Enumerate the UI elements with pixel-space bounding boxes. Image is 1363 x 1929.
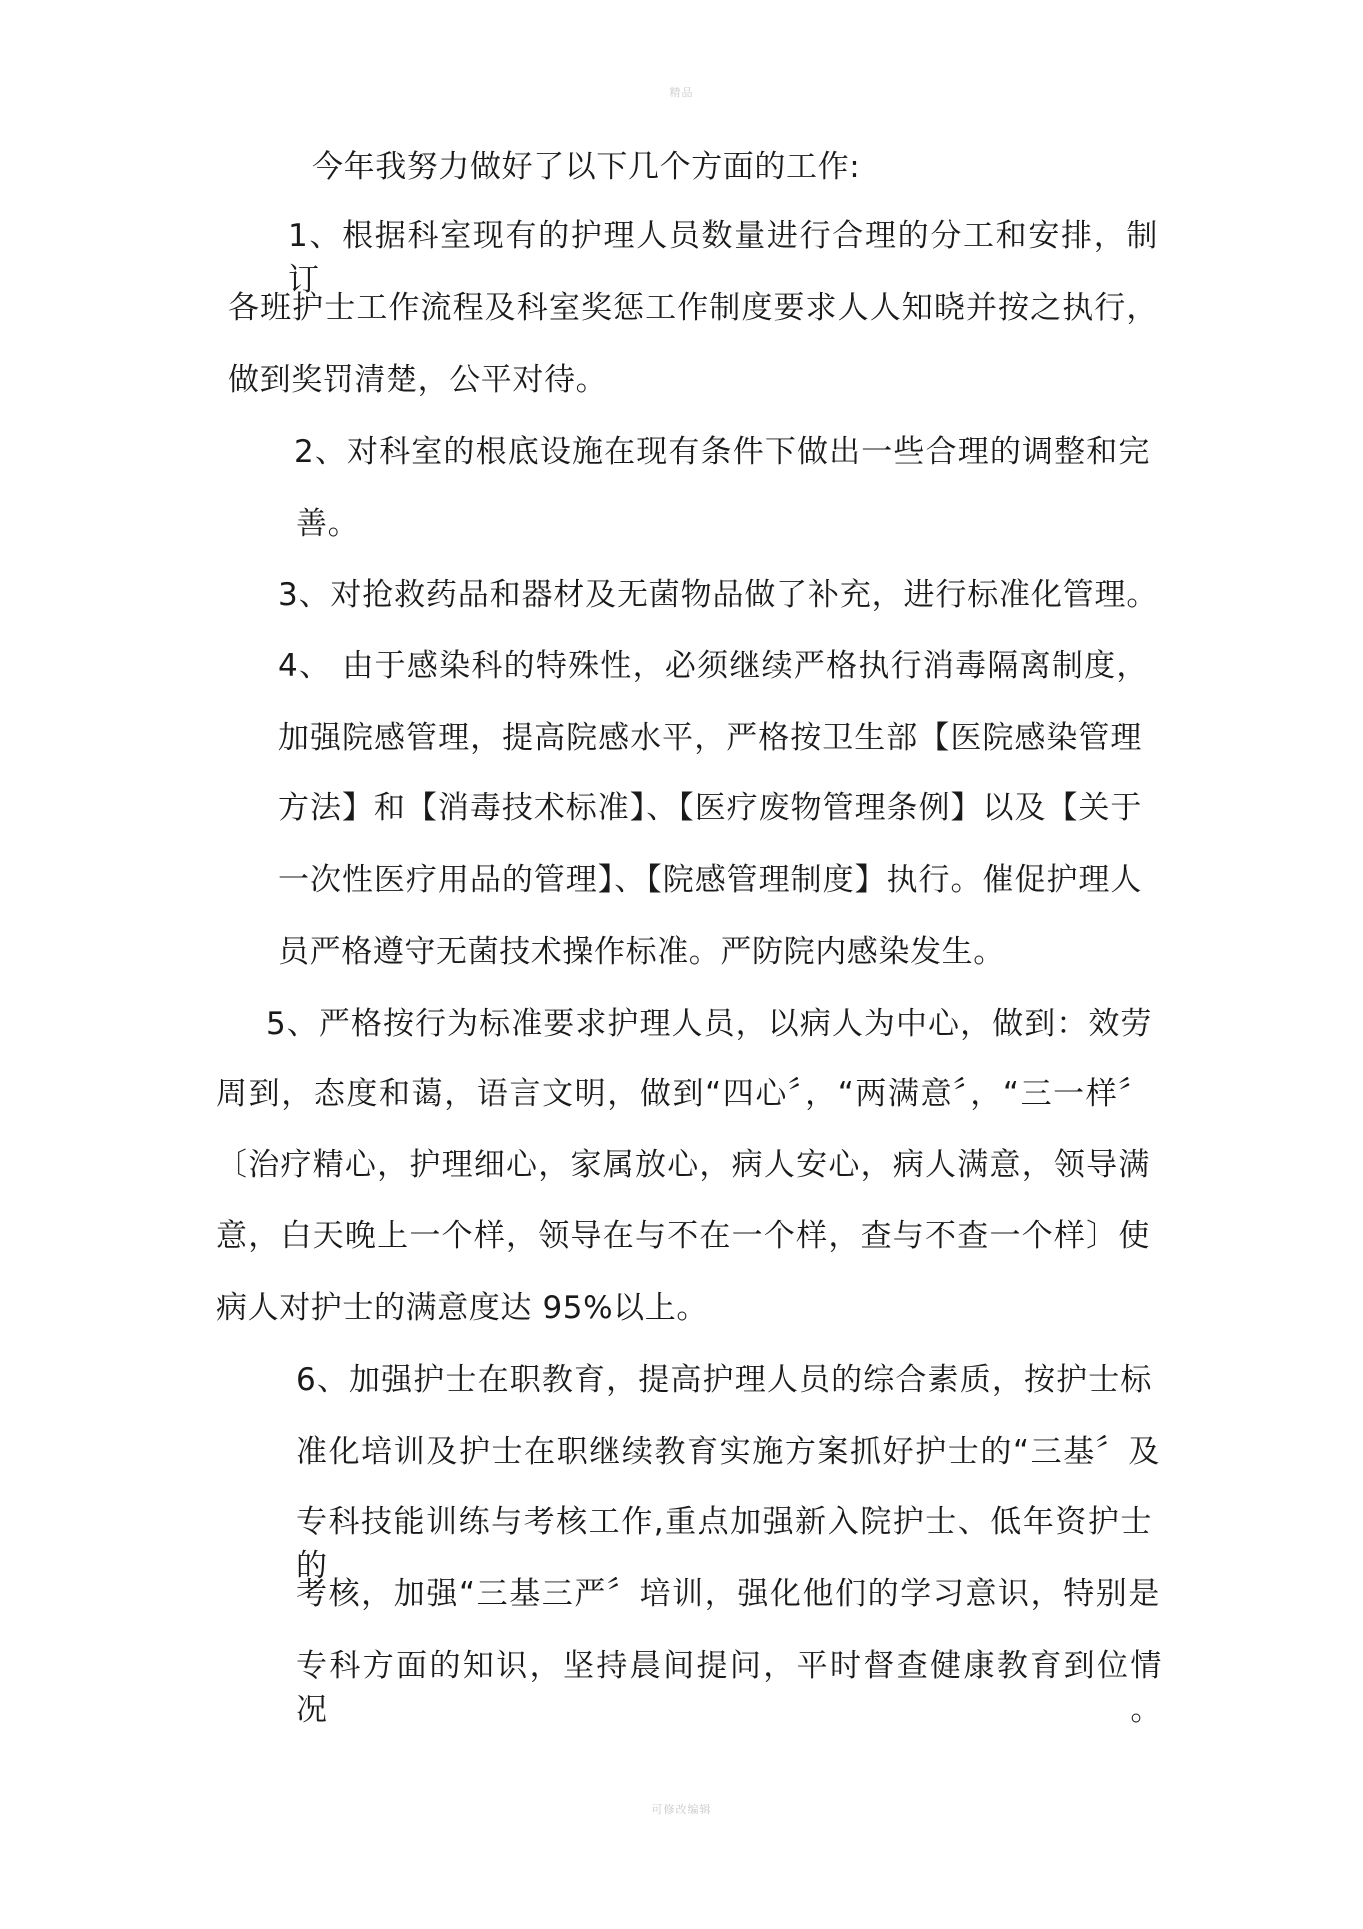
item4-line-5: 员严格遵守无菌技术操作标准。严防院内感染发生。 xyxy=(278,934,1005,970)
header-watermark: 精品 xyxy=(669,86,694,99)
item4-line-4: 一次性医疗用品的管理】、【院感管理制度】执行。催促护理人 xyxy=(278,862,1142,898)
item1-line-1: 1、根据科室现有的护理人员数量进行合理的分工和安排，制订 xyxy=(288,218,1158,298)
item5-line-2: 周到，态度和蔼，语言文明，做到“四心〞，“两满意〞，“三一样〞 xyxy=(216,1076,1150,1112)
item4-line-2: 加强院感管理，提高院感水平，严格按卫生部【医院感染管理 xyxy=(278,720,1142,756)
item1-line-3: 做到奖罚清楚，公平对待。 xyxy=(228,362,608,398)
item2-line-2: 善。 xyxy=(296,506,360,542)
footer-watermark: 可修改编辑 xyxy=(651,1803,712,1816)
item5-line-1: 5、严格按行为标准要求护理人员，以病人为中心，做到：效劳 xyxy=(266,1006,1152,1042)
item5-line-3: 〔治疗精心，护理细心，家属放心，病人安心，病人满意，领导满 xyxy=(216,1147,1150,1183)
item1-line-2: 各班护士工作流程及科室奖惩工作制度要求人人知晓并按之执行， xyxy=(228,290,1158,326)
item4-line-3: 方法】和【消毒技术标准】、【医疗废物管理条例】以及【关于 xyxy=(278,790,1142,826)
item5-line-4: 意，白天晚上一个样，领导在与不在一个样，查与不查一个样〕使 xyxy=(216,1218,1150,1254)
item5-line-5: 病人对护士的满意度达 95%以上。 xyxy=(216,1290,708,1326)
item6-line-3: 专科技能训练与考核工作,重点加强新入院护士、低年资护士的 xyxy=(296,1504,1152,1584)
item3-line-1: 3、对抢救药品和器材及无菌物品做了补充，进行标准化管理。 xyxy=(278,577,1158,613)
item6-line-1: 6、加强护士在职教育，提高护理人员的综合素质，按护士标 xyxy=(296,1362,1152,1398)
item2-line-1: 2、对科室的根底设施在现有条件下做出一些合理的调整和完 xyxy=(294,434,1150,470)
item6-line-2: 准化培训及护士在职继续教育实施方案抓好护士的“三基〞及 xyxy=(296,1434,1160,1470)
item6-line-4: 考核，加强“三基三严〞培训，强化他们的学习意识，特别是 xyxy=(296,1576,1160,1612)
intro-line: 今年我努力做好了以下几个方面的工作: xyxy=(312,149,861,185)
item4-line-1: 4、 由于感染科的特殊性，必须继续严格执行消毒隔离制度， xyxy=(278,648,1148,684)
item6-line-5: 专科方面的知识，坚持晨间提问，平时督查健康教育到位情况。 xyxy=(296,1648,1162,1728)
